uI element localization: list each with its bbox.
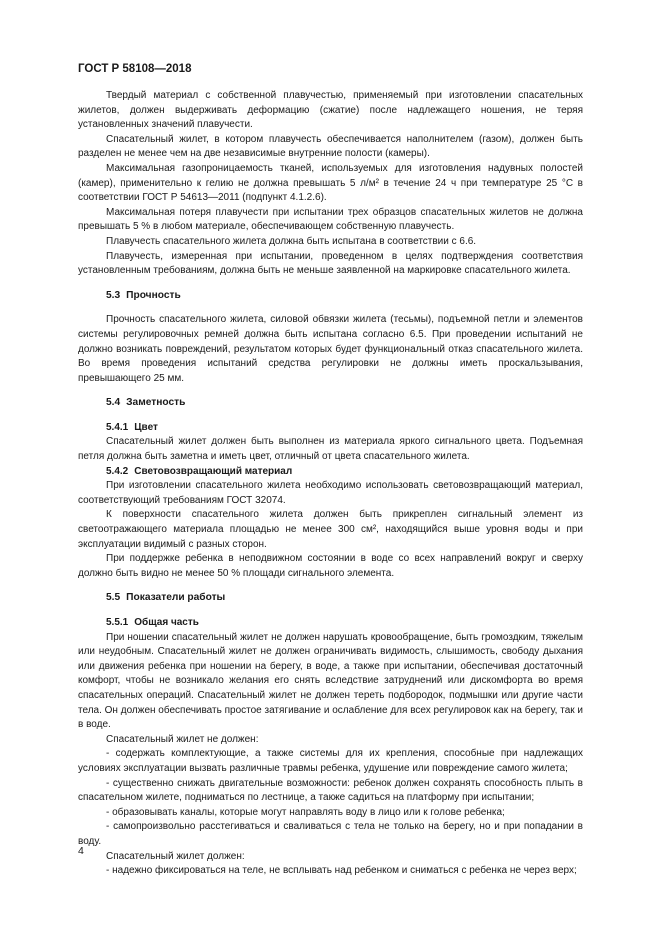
section-number: 5.3 xyxy=(106,289,121,301)
section-heading-5-5 xyxy=(78,591,583,606)
paragraph: Спасательный жилет должен быть выполнен из материала яркого сигнального цвета. Подъемная петля должна быть заметна и иметь цвет, отличный от цвета спасательного жилета. xyxy=(78,436,583,463)
paragraph: Спасательный жилет должен: xyxy=(106,850,245,862)
section-number: 5.4 xyxy=(106,397,121,409)
section-title: Показатели работы xyxy=(126,592,226,604)
section-number: 5.5 xyxy=(106,592,121,604)
paragraph: Плавучесть, измеренная при испытании, проведенном в целях подтверждения соответствия установленным требованиям, должна быть не меньше заявленной на маркировке спасательного жилета. xyxy=(78,250,583,277)
paragraph: При ношении спасательный жилет не должен нарушать кровообращение, быть громоздким, тяжелым или неудобным. Спасательный жилет не должен ограничивать видимость, слышимость, свободу дыхания или движения ребенка при ношении на берегу, в воде, а также при испытании, обеспечивая достаточный комфорт, чтобы не возникало желания его снять вследствие затруднений или дискомфорта во время спасательных операций. Спасательный жилет не должен тереть подбородок, подмышки или другие части тела. Он должен обеспечивать простое затягивание и ослабление для всех регулировок как на берегу, так и в воде. xyxy=(78,631,583,731)
paragraph: При поддержке ребенка в неподвижном состоянии в воде со всех направлений вокруг и сверху должно быть видно не менее 50 % площади сигнального элемента. xyxy=(78,553,583,579)
paragraph: Прочность спасательного жилета, силовой обвязки жилета (тесьмы), подъемной петли и элементов системы регулировочных ремней должна быть испытана согласно 6.5. При проведении испытаний не должно возникать повреждений, результатом которых будет функциональный отказ спасательного жилета. Во время проведения испытаний средства регулировки не должны иметь проскальзывания, превышающего 25 мм. xyxy=(78,314,583,384)
paragraph: При изготовлении спасательного жилета необходимо использовать световозвращающий материал, соответствующий требованиям ГОСТ 32074. xyxy=(78,480,583,506)
paragraph: Максимальная газопроницаемость тканей, используемых для изготовления надувных полостей (камер), применительно к гелию не должна превышать 5 л/м² в течение 24 ч при температуре 25 °С в соответствии ГОСТ Р 54613—2011 (подпункт 4.1.2.6). xyxy=(78,162,583,204)
subsection-title: Световозвращающий материал xyxy=(134,465,293,477)
list-item: - содержать комплектующие, а также системы для их крепления, способные при надлежащих условиях эксплуатации вызвать различные травмы ребенка, удушение или повреждение самого жилета; xyxy=(78,748,583,774)
paragraph: К поверхности спасательного жилета должен быть прикреплен сигнальный элемент из светоотражающего материала площадью не менее 300 см², находящийся выше уровня воды и при эксплуатации видимый с разных сторон. xyxy=(78,509,583,550)
paragraph: Максимальная потеря плавучести при испытании трех образцов спасательных жилетов не должна превышать 5 % в любом материале, обеспечивающем собственную плавучесть. xyxy=(78,206,583,233)
list-item: - самопроизвольно расстегиваться и сваливаться с тела не только на берегу, но и при попадании в воду. xyxy=(78,821,583,847)
paragraph: Спасательный жилет не должен: xyxy=(106,733,259,745)
section-heading-5-4 xyxy=(78,396,583,411)
page-number: 4 xyxy=(78,845,84,857)
subsection-number: 5.4.1 xyxy=(106,421,129,433)
paragraph: Плавучесть спасательного жилета должна быть испытана в соответствии с 6.6. xyxy=(106,235,477,247)
section-title: Прочность xyxy=(126,289,181,301)
section-heading-5-3 xyxy=(78,289,583,304)
subsection-heading-5-4-2 xyxy=(78,465,583,480)
subsection-heading-5-5-1 xyxy=(78,616,583,631)
section-title: Заметность xyxy=(126,397,186,409)
subsection-number: 5.5.1 xyxy=(106,617,129,628)
paragraph: Твердый материал с собственной плавучестью, применяемый при изготовлении спасательных жилетов, должен выдерживать деформацию (сжатие) после надлежащего ношения, не теряя установленных значений плавучести. xyxy=(78,90,583,131)
subsection-number: 5.4.2 xyxy=(106,465,129,477)
document-code: ГОСТ Р 58108—2018 xyxy=(78,63,192,75)
document-body xyxy=(78,89,583,879)
subsection-title: Цвет xyxy=(134,421,158,433)
subsection-title: Общая часть xyxy=(134,617,199,628)
list-item: - надежно фиксироваться на теле, не всплывать над ребенком и сниматься с ребенка не через верх; xyxy=(106,865,577,877)
subsection-heading-5-4-1 xyxy=(78,421,583,436)
list-item: - существенно снижать двигательные возможности: ребенок должен сохранять способность плыть в спасательном жилете, подниматься по лестнице, а также садиться на платформу при испытании; xyxy=(78,777,583,804)
list-item: - образовывать каналы, которые могут направлять воду в лицо или к голове ребенка; xyxy=(106,806,505,818)
paragraph: Спасательный жилет, в котором плавучесть обеспечивается наполнителем (газом), должен быть разделен не менее чем на две независимые внутренние полости (камеры). xyxy=(78,133,583,160)
